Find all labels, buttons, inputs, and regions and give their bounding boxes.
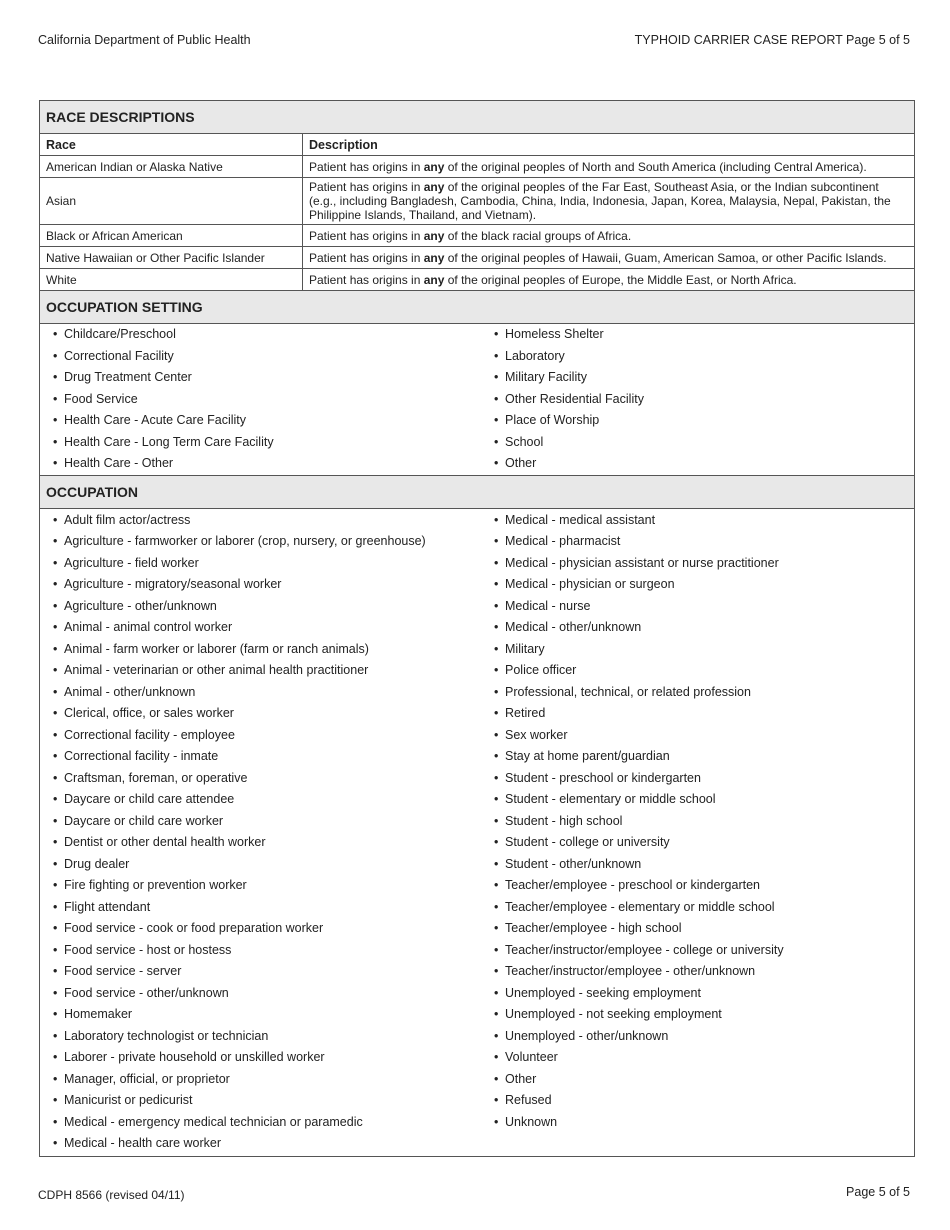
occupation-item-label: Agriculture - farmworker or laborer (crop, nursery, or greenhouse) xyxy=(64,534,426,548)
occupation-item xyxy=(53,1026,477,1048)
occupation-item-label: Correctional facility - inmate xyxy=(64,749,219,763)
bullet-icon: • xyxy=(494,706,499,720)
bullet-icon: • xyxy=(53,899,58,914)
bullet-icon: • xyxy=(494,663,499,677)
occupation-setting-left-column xyxy=(40,324,477,475)
occupation-setting-item xyxy=(53,367,477,389)
occupation-item-label: Homemaker xyxy=(64,1007,133,1021)
occupation-setting-item xyxy=(494,432,914,454)
occupation-setting-item xyxy=(53,410,477,432)
description-emphasis: any xyxy=(423,180,445,194)
description-emphasis: any xyxy=(423,159,445,174)
bullet-icon: • xyxy=(494,512,499,527)
occupation-item-label: Medical - physician assistant or nurse practitioner xyxy=(505,555,779,570)
race-rows xyxy=(40,156,914,291)
occupation-setting-item-label: Other xyxy=(505,456,537,470)
occupation-item xyxy=(494,983,914,1005)
occupation-item xyxy=(494,875,914,897)
bullet-icon: • xyxy=(53,370,58,384)
description-text: of the original peoples of the Far East, Southeast Asia, or the Indian subcontinent (e.g., including Bangladesh, Cambodia, China, India, Indonesia, Japan, Korea, Malaysia, Nepal, Pakistan, the Philippine Islands, Thailand, and Vietnam). xyxy=(309,180,891,222)
race-name: American Indian or Alaska Native xyxy=(40,156,303,178)
bullet-icon: • xyxy=(53,391,58,406)
occupation-setting-item xyxy=(53,324,477,346)
description-text: of the black racial groups of Africa. xyxy=(444,228,632,243)
race-row xyxy=(40,269,914,291)
occupation-item xyxy=(53,768,477,790)
occupation-item-label: Teacher/employee - preschool or kindergarten xyxy=(505,878,760,892)
occupation-item-label: Unknown xyxy=(505,1114,558,1129)
occupation-item xyxy=(494,703,914,725)
race-row xyxy=(40,156,914,178)
occupation-item-label: Medical - pharmacist xyxy=(505,534,621,548)
race-table xyxy=(40,134,914,291)
bullet-icon: • xyxy=(53,512,58,527)
occupation-item xyxy=(53,596,477,618)
bullet-icon: • xyxy=(494,942,499,957)
occupation-item xyxy=(53,1133,477,1155)
occupation-item xyxy=(53,553,477,575)
occupation-item-label: Sex worker xyxy=(505,727,568,742)
occupation-item-label: Medical - medical assistant xyxy=(505,512,656,527)
occupation-item xyxy=(53,531,477,553)
occupation-item-label: Retired xyxy=(505,706,546,720)
occupation-list xyxy=(40,509,914,1156)
race-name: Native Hawaiian or Other Pacific Islander xyxy=(40,247,303,269)
occupation-setting-item-label: Drug Treatment Center xyxy=(64,370,192,384)
bullet-icon: • xyxy=(53,456,58,470)
occupation-item xyxy=(53,918,477,940)
occupation-item xyxy=(53,1090,477,1112)
occupation-setting-item-label: Laboratory xyxy=(505,348,565,363)
occupation-item xyxy=(494,1047,914,1069)
bullet-icon: • xyxy=(53,921,58,935)
bullet-icon: • xyxy=(53,641,58,656)
bullet-icon: • xyxy=(53,598,58,613)
occupation-item-label: Volunteer xyxy=(505,1050,558,1064)
bullet-icon: • xyxy=(53,620,58,634)
occupation-setting-item xyxy=(494,410,914,432)
occupation-setting-item xyxy=(494,389,914,411)
description-emphasis: any xyxy=(423,228,445,243)
bullet-icon: • xyxy=(494,792,499,806)
bullet-icon: • xyxy=(53,1028,58,1043)
occupation-item xyxy=(494,811,914,833)
occupation-item xyxy=(494,854,914,876)
bullet-icon: • xyxy=(53,985,58,1000)
occupation-right-column xyxy=(477,510,914,1155)
race-row xyxy=(40,247,914,269)
occupation-item xyxy=(494,961,914,983)
description-column-header: Description xyxy=(303,134,915,156)
occupation-item-label: Dentist or other dental health worker xyxy=(64,835,266,849)
occupation-item-label: Student - elementary or middle school xyxy=(505,792,716,806)
occupation-item xyxy=(494,789,914,811)
race-row xyxy=(40,225,914,247)
occupation-item xyxy=(53,1112,477,1134)
description-emphasis: any xyxy=(423,272,445,287)
race-table-header xyxy=(40,134,914,156)
race-row xyxy=(40,178,914,225)
occupation-item xyxy=(53,832,477,854)
bullet-icon: • xyxy=(494,727,499,742)
occupation-item-label: Other xyxy=(505,1071,537,1086)
race-description xyxy=(303,247,915,269)
occupation-setting-item-label: Place of Worship xyxy=(505,413,600,427)
bullet-icon: • xyxy=(53,1007,58,1021)
bullet-icon: • xyxy=(494,856,499,871)
description-text: Patient has origins in xyxy=(309,159,424,174)
occupation-setting-item xyxy=(494,324,914,346)
bullet-icon: • xyxy=(494,641,499,656)
occupation-item xyxy=(494,832,914,854)
bullet-icon: • xyxy=(53,706,58,720)
occupation-title: OCCUPATION xyxy=(40,476,914,509)
occupation-item-label: Unemployed - not seeking employment xyxy=(505,1007,722,1021)
occupation-item xyxy=(494,596,914,618)
occupation-left-column xyxy=(40,510,477,1155)
occupation-item xyxy=(494,940,914,962)
description-text: Patient has origins in xyxy=(309,272,424,287)
bullet-icon: • xyxy=(53,749,58,763)
occupation-item xyxy=(494,746,914,768)
occupation-item-label: Medical - emergency medical technician or paramedic xyxy=(64,1114,363,1129)
occupation-item xyxy=(494,768,914,790)
occupation-setting-item xyxy=(494,453,914,475)
occupation-item-label: Food service - cook or food preparation worker xyxy=(64,921,324,935)
occupation-item-label: Adult film actor/actress xyxy=(64,512,191,527)
bullet-icon: • xyxy=(494,1050,499,1064)
occupation-item-label: Food service - other/unknown xyxy=(64,985,229,1000)
occupation-setting-item-label: School xyxy=(505,434,544,449)
bullet-icon: • xyxy=(494,1028,499,1043)
bullet-icon: • xyxy=(494,327,499,341)
occupation-item xyxy=(494,1026,914,1048)
description-text: of the original peoples of Europe, the Middle East, or North Africa. xyxy=(444,272,797,287)
bullet-icon: • xyxy=(53,413,58,427)
occupation-item xyxy=(494,1112,914,1134)
form-table xyxy=(39,100,915,1157)
bullet-icon: • xyxy=(53,555,58,570)
occupation-setting-item xyxy=(53,453,477,475)
race-name: Black or African American xyxy=(40,225,303,247)
race-column-header: Race xyxy=(40,134,303,156)
occupation-item xyxy=(494,682,914,704)
occupation-item xyxy=(494,553,914,575)
occupation-setting-item-label: Correctional Facility xyxy=(64,348,174,363)
occupation-item-label: Medical - health care worker xyxy=(64,1136,222,1150)
agency-name: California Department of Public Health xyxy=(38,33,251,47)
occupation-item-label: Unemployed - other/unknown xyxy=(505,1028,669,1043)
bullet-icon: • xyxy=(53,1071,58,1086)
occupation-item-label: Medical - physician or surgeon xyxy=(505,577,675,591)
occupation-item xyxy=(53,617,477,639)
occupation-item xyxy=(53,682,477,704)
occupation-item-label: Food service - server xyxy=(64,964,182,978)
occupation-setting-item xyxy=(494,367,914,389)
bullet-icon: • xyxy=(53,792,58,806)
bullet-icon: • xyxy=(494,598,499,613)
occupation-setting-item-label: Military Facility xyxy=(505,370,587,384)
occupation-setting-item-label: Health Care - Other xyxy=(64,456,174,470)
occupation-item xyxy=(53,1069,477,1091)
occupation-setting-item-label: Childcare/Preschool xyxy=(64,327,176,341)
occupation-item-label: Laborer - private household or unskilled worker xyxy=(64,1050,325,1064)
occupation-setting-item xyxy=(53,389,477,411)
occupation-setting-list xyxy=(40,324,914,476)
bullet-icon: • xyxy=(494,921,499,935)
bullet-icon: • xyxy=(494,964,499,978)
bullet-icon: • xyxy=(494,555,499,570)
occupation-setting-item-label: Health Care - Long Term Care Facility xyxy=(64,434,274,449)
occupation-item xyxy=(494,1090,914,1112)
bullet-icon: • xyxy=(53,727,58,742)
occupation-item-label: Student - other/unknown xyxy=(505,856,642,871)
description-text: of the original peoples of North and South America (including Central America). xyxy=(444,159,867,174)
race-section-title: RACE DESCRIPTIONS xyxy=(40,101,914,134)
report-title: TYPHOID CARRIER CASE REPORT Page 5 of 5 xyxy=(634,33,910,47)
occupation-item xyxy=(494,897,914,919)
occupation-item xyxy=(53,1047,477,1069)
description-text: Patient has origins in xyxy=(309,180,424,194)
occupation-item xyxy=(494,574,914,596)
occupation-item xyxy=(53,574,477,596)
occupation-item xyxy=(53,854,477,876)
occupation-item xyxy=(494,660,914,682)
occupation-item xyxy=(53,875,477,897)
occupation-setting-item xyxy=(494,346,914,368)
bullet-icon: • xyxy=(53,770,58,785)
occupation-item xyxy=(53,940,477,962)
occupation-item-label: Manicurist or pedicurist xyxy=(64,1093,193,1107)
bullet-icon: • xyxy=(53,878,58,892)
occupation-item-label: Clerical, office, or sales worker xyxy=(64,706,234,720)
occupation-item xyxy=(53,789,477,811)
occupation-item xyxy=(494,617,914,639)
bullet-icon: • xyxy=(494,1093,499,1107)
bullet-icon: • xyxy=(53,835,58,849)
occupation-setting-item xyxy=(53,346,477,368)
bullet-icon: • xyxy=(53,964,58,978)
occupation-item xyxy=(53,811,477,833)
occupation-item-label: Craftsman, foreman, or operative xyxy=(64,770,248,785)
race-description xyxy=(303,269,915,291)
occupation-item xyxy=(53,639,477,661)
bullet-icon: • xyxy=(53,1050,58,1064)
bullet-icon: • xyxy=(494,684,499,699)
occupation-item xyxy=(53,703,477,725)
bullet-icon: • xyxy=(53,577,58,591)
occupation-item-label: Animal - farm worker or laborer (farm or ranch animals) xyxy=(64,641,369,656)
bullet-icon: • xyxy=(494,878,499,892)
occupation-item-label: Medical - other/unknown xyxy=(505,620,642,634)
occupation-setting-item-label: Other Residential Facility xyxy=(505,391,644,406)
race-name: Asian xyxy=(40,178,303,225)
occupation-item-label: Animal - animal control worker xyxy=(64,620,233,634)
occupation-item-label: Agriculture - other/unknown xyxy=(64,598,217,613)
occupation-item xyxy=(53,983,477,1005)
occupation-item-label: Military xyxy=(505,641,545,656)
occupation-item xyxy=(53,1004,477,1026)
description-text: Patient has origins in xyxy=(309,250,424,265)
occupation-item-label: Animal - other/unknown xyxy=(64,684,196,699)
occupation-item-label: Agriculture - field worker xyxy=(64,555,199,570)
bullet-icon: • xyxy=(494,1007,499,1021)
description-emphasis: any xyxy=(423,250,445,265)
occupation-item-label: Professional, technical, or related profession xyxy=(505,684,751,699)
occupation-item xyxy=(494,1069,914,1091)
occupation-item-label: Flight attendant xyxy=(64,899,151,914)
bullet-icon: • xyxy=(494,620,499,634)
occupation-item-label: Drug dealer xyxy=(64,856,130,871)
occupation-item xyxy=(494,918,914,940)
occupation-item-label: Teacher/instructor/employee - other/unknown xyxy=(505,964,756,978)
occupation-item-label: Refused xyxy=(505,1093,552,1107)
description-text: of the original peoples of Hawaii, Guam, American Samoa, or other Pacific Islands. xyxy=(444,250,887,265)
race-description xyxy=(303,225,915,247)
bullet-icon: • xyxy=(494,370,499,384)
occupation-item-label: Daycare or child care attendee xyxy=(64,792,235,806)
occupation-item xyxy=(53,961,477,983)
occupation-item-label: Medical - nurse xyxy=(505,598,591,613)
bullet-icon: • xyxy=(53,942,58,957)
bullet-icon: • xyxy=(53,663,58,677)
form-id: CDPH 8566 (revised 04/11) xyxy=(38,1188,185,1202)
occupation-item-label: Student - college or university xyxy=(505,835,670,849)
occupation-item-label: Student - preschool or kindergarten xyxy=(505,770,701,785)
bullet-icon: • xyxy=(494,770,499,785)
bullet-icon: • xyxy=(53,813,58,828)
occupation-item-label: Manager, official, or proprietor xyxy=(64,1071,230,1086)
occupation-item-label: Police officer xyxy=(505,663,577,677)
bullet-icon: • xyxy=(53,434,58,449)
occupation-item xyxy=(53,897,477,919)
occupation-item-label: Fire fighting or prevention worker xyxy=(64,878,247,892)
occupation-setting-right-column xyxy=(477,324,914,475)
occupation-item-label: Unemployed - seeking employment xyxy=(505,985,701,1000)
bullet-icon: • xyxy=(494,534,499,548)
bullet-icon: • xyxy=(53,348,58,363)
occupation-item-label: Teacher/employee - elementary or middle school xyxy=(505,899,775,914)
occupation-item xyxy=(53,660,477,682)
bullet-icon: • xyxy=(53,1136,58,1150)
occupation-item xyxy=(494,1004,914,1026)
occupation-item-label: Student - high school xyxy=(505,813,623,828)
bullet-icon: • xyxy=(53,856,58,871)
bullet-icon: • xyxy=(494,899,499,914)
bullet-icon: • xyxy=(53,327,58,341)
page-number: Page 5 of 5 xyxy=(846,1185,910,1199)
occupation-item-label: Food service - host or hostess xyxy=(64,942,232,957)
occupation-item xyxy=(53,510,477,532)
bullet-icon: • xyxy=(53,1093,58,1107)
occupation-setting-item-label: Food Service xyxy=(64,391,138,406)
bullet-icon: • xyxy=(494,348,499,363)
occupation-item-label: Stay at home parent/guardian xyxy=(505,749,670,763)
bullet-icon: • xyxy=(53,684,58,699)
bullet-icon: • xyxy=(494,835,499,849)
bullet-icon: • xyxy=(494,413,499,427)
bullet-icon: • xyxy=(494,391,499,406)
occupation-item-label: Correctional facility - employee xyxy=(64,727,235,742)
occupation-item-label: Animal - veterinarian or other animal health practitioner xyxy=(64,663,369,677)
occupation-setting-title: OCCUPATION SETTING xyxy=(40,291,914,324)
occupation-item xyxy=(53,725,477,747)
bullet-icon: • xyxy=(494,577,499,591)
occupation-item xyxy=(53,746,477,768)
occupation-setting-item-label: Health Care - Acute Care Facility xyxy=(64,413,247,427)
bullet-icon: • xyxy=(494,1071,499,1086)
occupation-item-label: Laboratory technologist or technician xyxy=(64,1028,269,1043)
occupation-item xyxy=(494,725,914,747)
bullet-icon: • xyxy=(494,456,499,470)
bullet-icon: • xyxy=(494,434,499,449)
occupation-item xyxy=(494,531,914,553)
bullet-icon: • xyxy=(53,534,58,548)
race-description xyxy=(303,178,915,225)
bullet-icon: • xyxy=(494,749,499,763)
bullet-icon: • xyxy=(53,1114,58,1129)
bullet-icon: • xyxy=(494,813,499,828)
occupation-item-label: Teacher/instructor/employee - college or university xyxy=(505,942,784,957)
occupation-item xyxy=(494,639,914,661)
occupation-setting-item xyxy=(53,432,477,454)
race-name: White xyxy=(40,269,303,291)
occupation-item-label: Teacher/employee - high school xyxy=(505,921,682,935)
bullet-icon: • xyxy=(494,985,499,1000)
occupation-setting-item-label: Homeless Shelter xyxy=(505,327,604,341)
race-description xyxy=(303,156,915,178)
occupation-item-label: Agriculture - migratory/seasonal worker xyxy=(64,577,282,591)
occupation-item xyxy=(494,510,914,532)
description-text: Patient has origins in xyxy=(309,228,424,243)
bullet-icon: • xyxy=(494,1114,499,1129)
occupation-item-label: Daycare or child care worker xyxy=(64,813,224,828)
